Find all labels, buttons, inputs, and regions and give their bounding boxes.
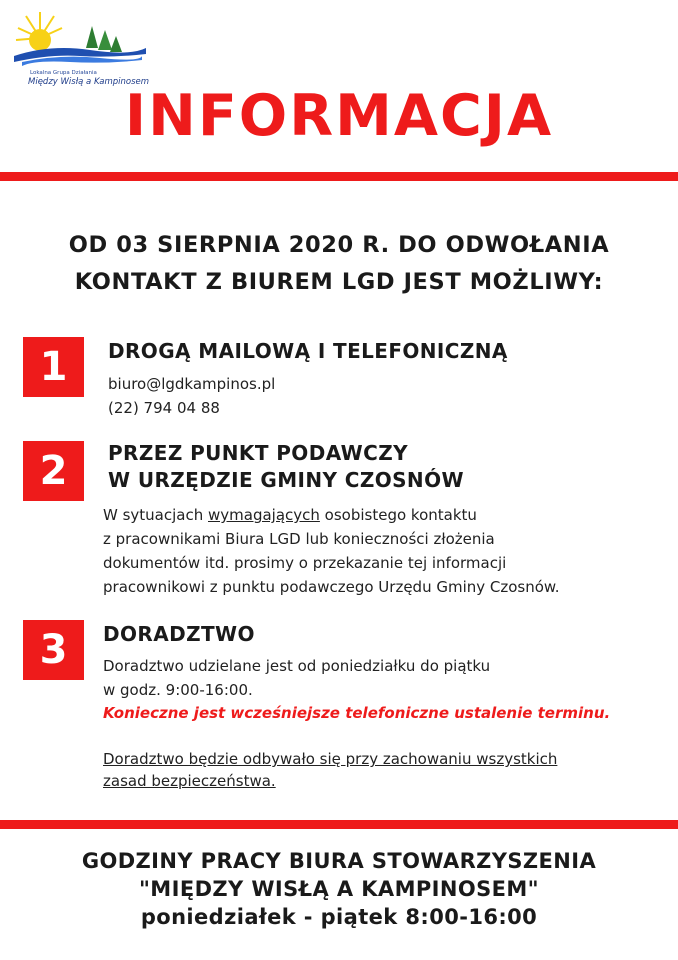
logo-small-text: Lokalna Grupa Działania bbox=[30, 70, 97, 76]
section-2-text: osobistego kontaktu bbox=[319, 506, 477, 524]
footer-line-3: poniedziałek - piątek 8:00-16:00 bbox=[140, 905, 538, 929]
section-2-heading-line-1: PRZEZ PUNKT PODAWCZY bbox=[108, 441, 408, 465]
section-2-text: W sytuacjach bbox=[103, 506, 208, 524]
section-2-heading-line-2: W URZĘDZIE GMINY CZOSNÓW bbox=[108, 468, 464, 492]
footer-line-2: "MIĘDZY WISŁĄ A KAMPINOSEM" bbox=[138, 877, 540, 901]
section-2-paragraph-line-2: z pracownikami Biura LGD lub konieczności złożenia bbox=[103, 530, 495, 548]
section-1-heading: DROGĄ MAILOWĄ I TELEFONICZNĄ bbox=[108, 339, 508, 363]
section-3-note-line-2: zasad bezpieczeństwa. bbox=[103, 772, 276, 790]
section-3-number-badge: 3 bbox=[23, 620, 84, 680]
logo-emblem-icon bbox=[10, 8, 150, 72]
red-divider-bottom bbox=[0, 820, 678, 829]
subtitle-line-2: KONTAKT Z BIUREM LGD JEST MOŻLIWY: bbox=[74, 269, 604, 295]
section-2-number-badge: 2 bbox=[23, 441, 84, 501]
red-divider-top bbox=[0, 172, 678, 181]
section-2-underlined-word: wymagających bbox=[208, 506, 320, 524]
section-2-paragraph-line-4: pracownikowi z punktu podawczego Urzędu Gminy Czosnów. bbox=[103, 578, 560, 596]
section-3-emphasis: Konieczne jest wcześniejsze telefoniczne ustalenie terminu. bbox=[103, 704, 611, 722]
logo-name: Między Wisłą a Kampinosem bbox=[28, 77, 150, 87]
contact-phone: (22) 794 04 88 bbox=[108, 399, 220, 417]
lgd-logo bbox=[10, 8, 150, 88]
contact-email: biuro@lgdkampinos.pl bbox=[108, 375, 276, 393]
page-title: INFORMACJA bbox=[124, 83, 554, 149]
section-3-heading: DORADZTWO bbox=[103, 622, 255, 646]
section-2-paragraph-line-1 bbox=[103, 503, 477, 527]
section-3-paragraph-line-2: w godz. 9:00-16:00. bbox=[103, 681, 253, 699]
section-1-number-badge: 1 bbox=[23, 337, 84, 397]
section-3-paragraph-line-1: Doradztwo udzielane jest od poniedziałku do piątku bbox=[103, 657, 491, 675]
section-3-note-line-1: Doradztwo będzie odbywało się przy zachowaniu wszystkich bbox=[103, 750, 558, 768]
footer-line-1: GODZINY PRACY BIURA STOWARZYSZENIA bbox=[81, 849, 597, 873]
subtitle-line-1: OD 03 SIERPNIA 2020 R. DO ODWOŁANIA bbox=[68, 232, 610, 258]
section-2-paragraph-line-3: dokumentów itd. prosimy o przekazanie tej informacji bbox=[103, 554, 507, 572]
